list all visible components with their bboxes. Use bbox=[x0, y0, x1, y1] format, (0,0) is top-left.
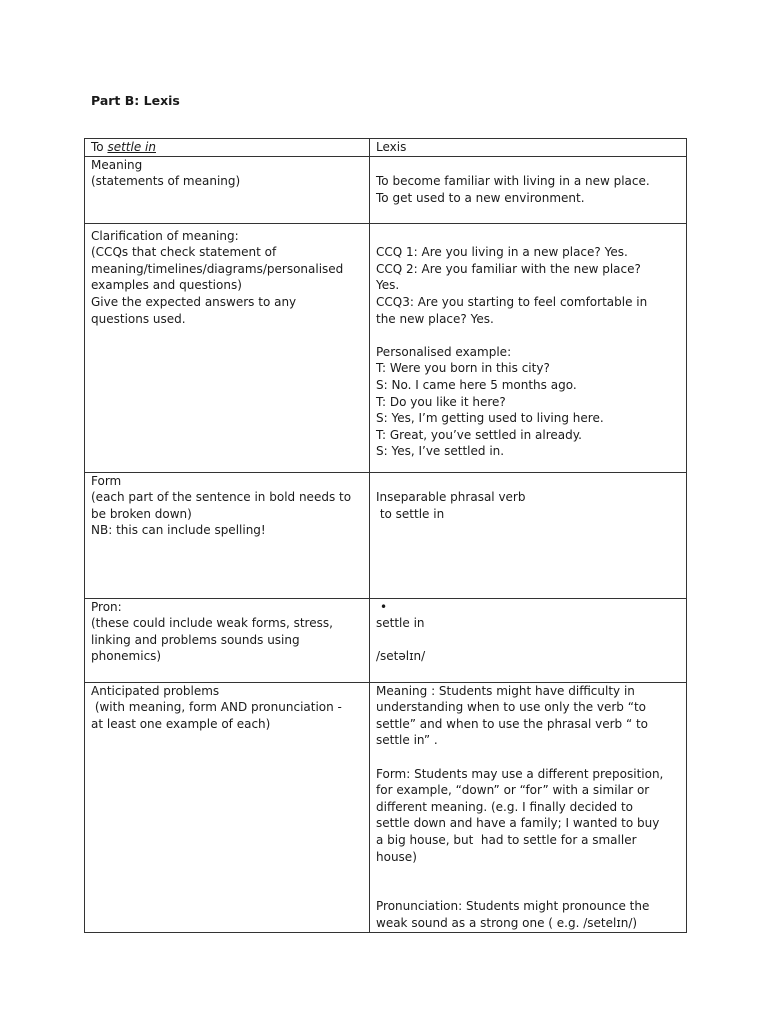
clarification-label: (CCQs that check statement of bbox=[91, 245, 277, 260]
meaning-content-cell bbox=[370, 156, 687, 223]
header-lexis: Lexis bbox=[376, 140, 407, 154]
header-cell-lexis bbox=[370, 139, 687, 157]
header-term: settle in bbox=[107, 140, 156, 154]
meaning-hint: (statements of meaning) bbox=[91, 174, 241, 189]
clarification-label: meaning/timelines/diagrams/personalised bbox=[91, 261, 344, 276]
problem-form-line: Form: Students may use a different preposition, bbox=[376, 766, 664, 781]
problems-label: Anticipated problems bbox=[91, 683, 220, 698]
page-title: Part B: Lexis bbox=[91, 93, 180, 108]
clarification-content-cell bbox=[370, 223, 687, 472]
pron-label: (these could include weak forms, stress, bbox=[91, 616, 333, 631]
example-line: S: Yes, I’m getting used to living here. bbox=[376, 411, 604, 426]
example-line: T: Great, you’ve settled in already. bbox=[376, 427, 582, 442]
pron-label: phonemics) bbox=[91, 649, 162, 664]
example-line: T: Were you born in this city? bbox=[376, 361, 550, 376]
pron-word: settle in bbox=[376, 615, 425, 630]
lexis-table bbox=[84, 138, 687, 933]
example-line: S: No. I came here 5 months ago. bbox=[376, 377, 577, 392]
clarification-label: Clarification of meaning: bbox=[91, 228, 239, 243]
problems-label: (with meaning, form AND pronunciation - bbox=[91, 700, 342, 715]
form-label: Form bbox=[91, 473, 122, 488]
pron-content-cell bbox=[370, 598, 687, 682]
ccq-line: the new place? Yes. bbox=[376, 311, 494, 326]
table-row-pron bbox=[85, 598, 687, 682]
form-label: NB: this can include spelling! bbox=[91, 523, 266, 538]
meaning-label: Meaning bbox=[91, 157, 143, 172]
clarification-label: questions used. bbox=[91, 311, 186, 326]
table-row-form bbox=[85, 472, 687, 598]
form-label: (each part of the sentence in bold needs to bbox=[91, 490, 352, 505]
problem-form-line: different meaning. (e.g. I finally decided to bbox=[376, 799, 633, 814]
form-label: be broken down) bbox=[91, 506, 192, 521]
problem-meaning-line: settle in” . bbox=[376, 733, 438, 748]
ccq-line: CCQ 1: Are you living in a new place? Yes. bbox=[376, 245, 628, 260]
form-line: to settle in bbox=[376, 506, 445, 521]
table-row-header bbox=[85, 139, 687, 157]
problems-content-cell bbox=[370, 682, 687, 932]
problems-label: at least one example of each) bbox=[91, 716, 271, 731]
ccq-line: Yes. bbox=[376, 278, 400, 293]
header-prefix: To bbox=[91, 140, 108, 154]
meaning-label-cell bbox=[85, 156, 370, 223]
example-line: Personalised example: bbox=[376, 344, 512, 359]
form-line: Inseparable phrasal verb bbox=[376, 490, 526, 505]
problem-meaning-line: settle” and when to use the phrasal verb “ to bbox=[376, 716, 649, 731]
ccq-line: CCQ3: Are you starting to feel comfortable in bbox=[376, 294, 648, 309]
problem-meaning-line: Meaning : Students might have difficulty in bbox=[376, 683, 635, 698]
pron-label: Pron: bbox=[91, 599, 122, 614]
ccq-line: CCQ 2: Are you familiar with the new place? bbox=[376, 261, 641, 276]
pron-label-cell bbox=[85, 598, 370, 682]
example-line: S: Yes, I’ve settled in. bbox=[376, 444, 505, 459]
meaning-line: To get used to a new environment. bbox=[376, 190, 585, 205]
problem-form-line: house) bbox=[376, 849, 417, 864]
form-label-cell bbox=[85, 472, 370, 598]
table-row-clarification bbox=[85, 223, 687, 472]
problem-pron-line: weak sound as a strong one ( e.g. /setelɪn/) bbox=[376, 915, 638, 930]
bullet-icon: • bbox=[380, 599, 388, 614]
problem-form-line: a big house, but had to settle for a smaller bbox=[376, 832, 637, 847]
problem-form-line: settle down and have a family; I wanted to buy bbox=[376, 816, 660, 831]
example-line: T: Do you like it here? bbox=[376, 394, 506, 409]
problem-form-line: for example, “down” or “for” with a similar or bbox=[376, 783, 650, 798]
meaning-line: To become familiar with living in a new place. bbox=[376, 174, 650, 189]
problem-meaning-line: understanding when to use only the verb “to bbox=[376, 700, 647, 715]
form-content-cell bbox=[370, 472, 687, 598]
clarification-label: examples and questions) bbox=[91, 278, 242, 293]
table-row-problems bbox=[85, 682, 687, 932]
problem-pron-line: Pronunciation: Students might pronounce the bbox=[376, 899, 650, 914]
header-cell-term bbox=[85, 139, 370, 157]
clarification-label-cell bbox=[85, 223, 370, 472]
pron-label: linking and problems sounds using bbox=[91, 632, 300, 647]
table-row-meaning bbox=[85, 156, 687, 223]
pron-phonemic: /setəlɪn/ bbox=[376, 648, 426, 663]
clarification-label: Give the expected answers to any bbox=[91, 294, 297, 309]
problems-label-cell bbox=[85, 682, 370, 932]
